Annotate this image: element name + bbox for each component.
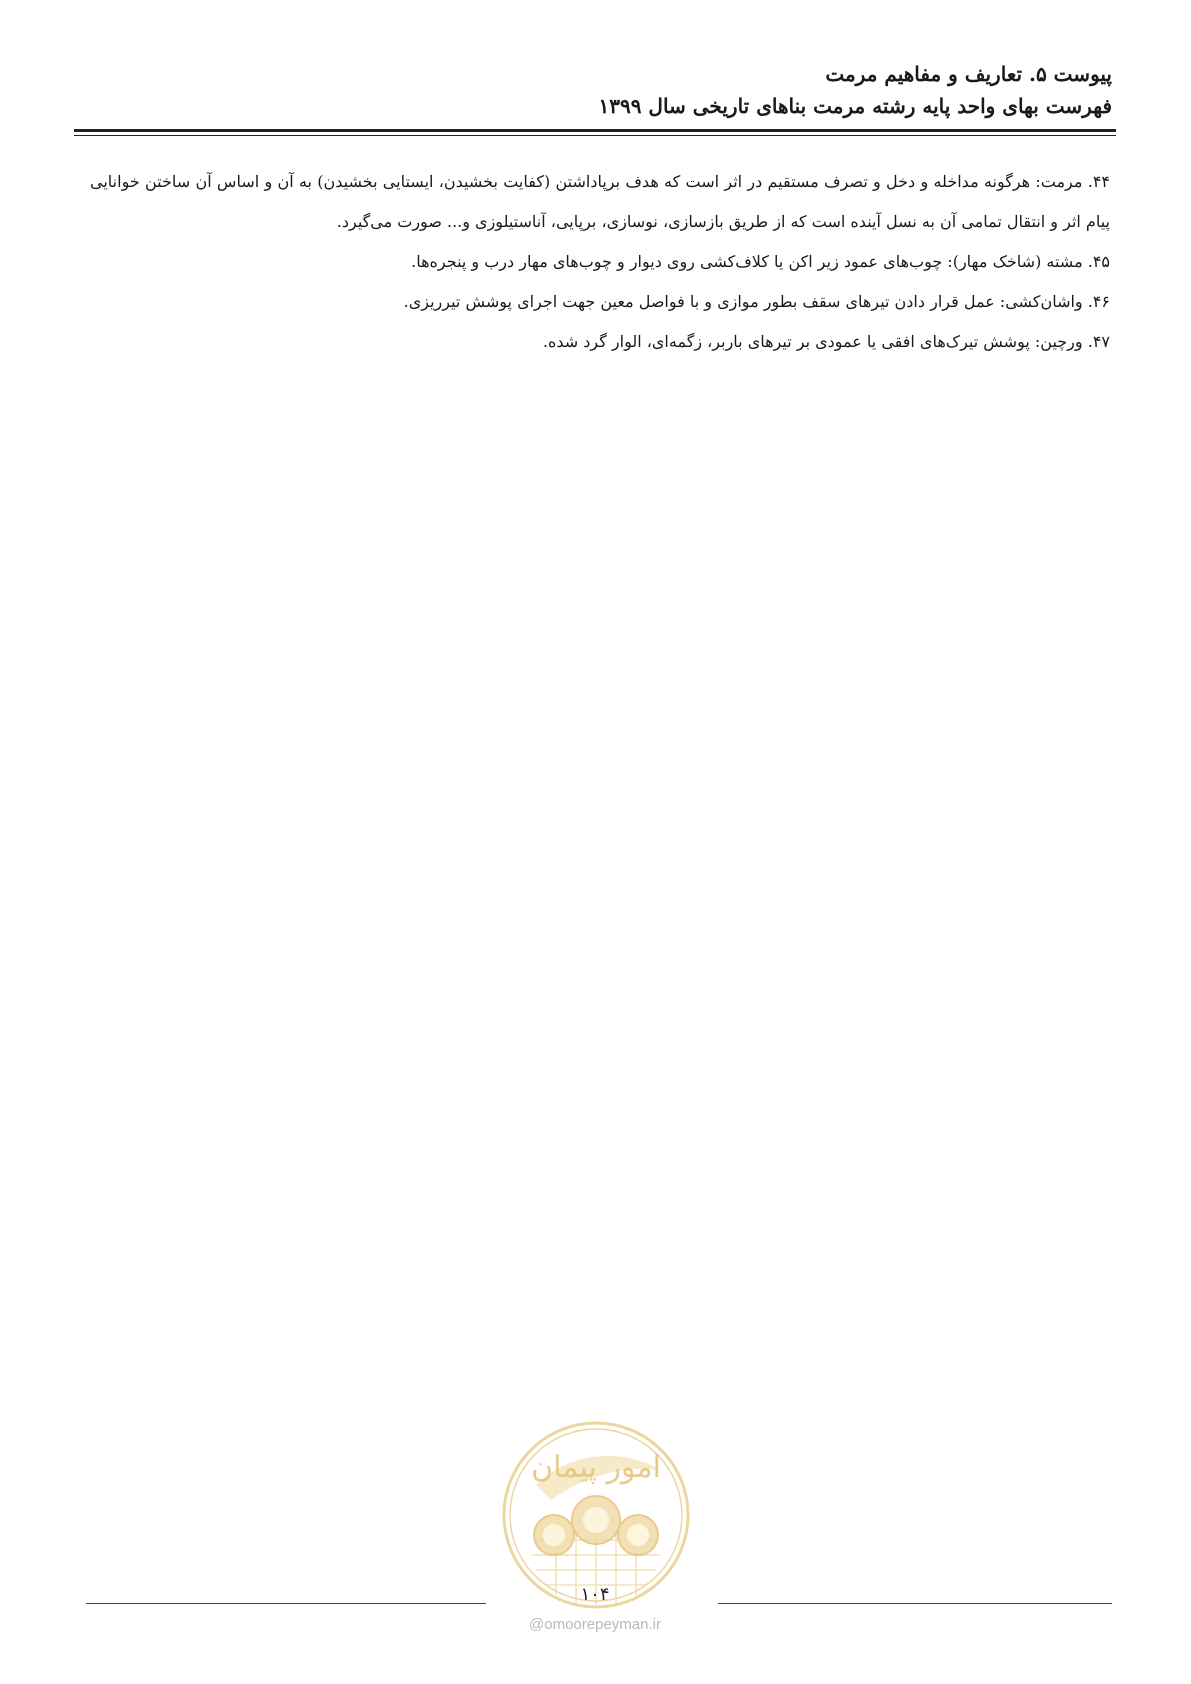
footer-rule-right — [718, 1603, 1112, 1604]
definition-44: ۴۴. مرمت: هرگونه مداخله و دخل و تصرف مستقیم در اثر است که هدف برپاداشتن (کفایت بخشیدن، ایستایی بخشیدن) به آن و اساس آن ساختن خوانایی پیام اثر و انتقال تمامی آن به نسل آینده است که از طریق بازسازی، نوسازی، برپایی، آناستیلوزی و... صورت می‌گیرد. — [90, 172, 1111, 231]
definition-46: ۴۶. واشان‌کشی: عمل قرار دادن تیرهای سقف بطور موازی و با فواصل معین جهت اجرای پوشش تیرریزی. — [403, 292, 1110, 311]
footer-rule-left — [86, 1603, 486, 1604]
header-rule-thin — [74, 135, 1116, 136]
header-rule-thick — [74, 129, 1116, 132]
definition-47: ۴۷. ورچین: پوشش تیرک‌های افقی یا عمودی بر تیرهای باربر، زگمه‌ای، الوار گرد شده. — [542, 332, 1110, 351]
definition-45: ۴۵. مشته (شاخک مهار): چوب‌های عمود زیر اکن یا کلاف‌کشی روی دیوار و چوب‌های مهار درب و پنجره‌ها. — [411, 252, 1110, 271]
watermark-url: @omoorepeyman.ir — [529, 1616, 661, 1633]
definitions-list — [90, 162, 1110, 362]
document-title: فهرست بهای واحد پایه رشته مرمت بناهای تاریخی سال ۱۳۹۹ — [598, 94, 1112, 118]
page-number: ۱۰۴ — [580, 1584, 610, 1605]
logo-text: امور پیمان — [531, 1450, 661, 1485]
page-header — [80, 58, 1112, 122]
appendix-title: پیوست ۵. تعاریف و مفاهیم مرمت — [825, 62, 1112, 86]
